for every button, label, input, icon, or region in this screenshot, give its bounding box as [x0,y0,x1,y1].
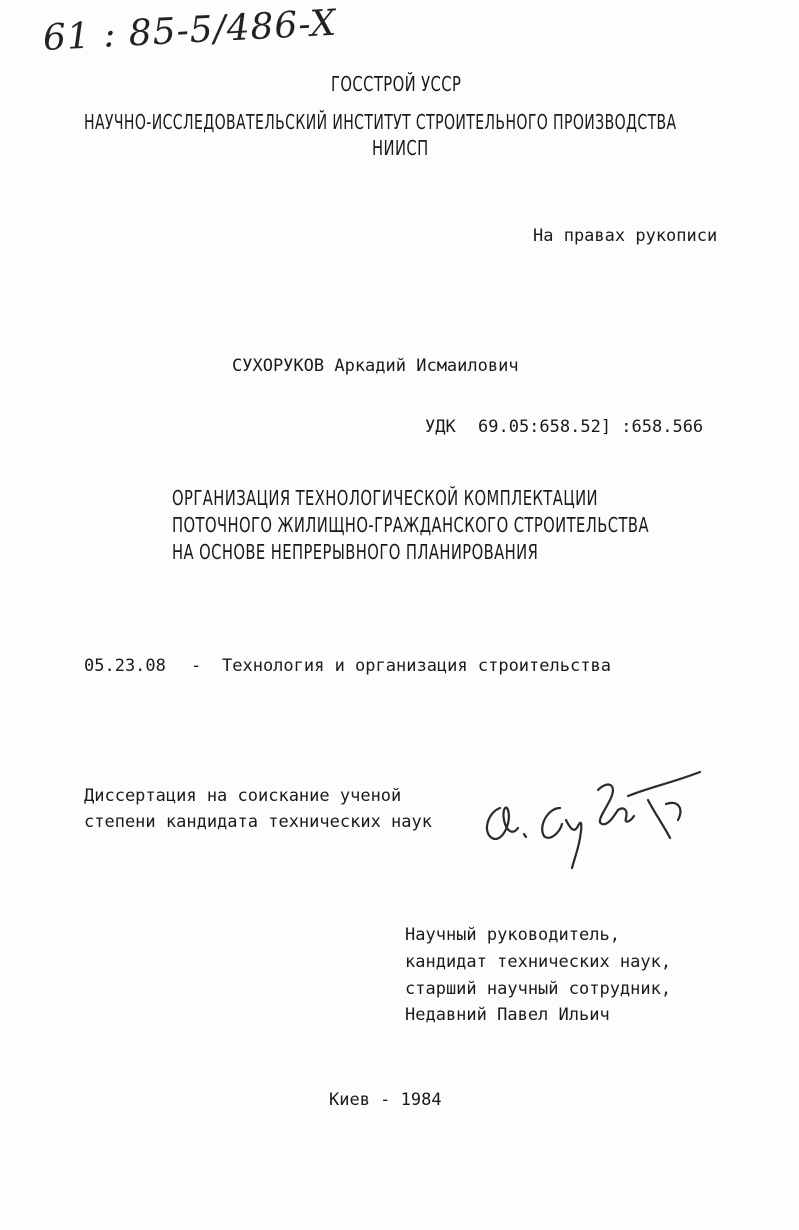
dissertation-line-1: Диссертация на соискание ученой [84,786,402,806]
author-name: СУХОРУКОВ Аркадий Исмаилович [232,356,519,376]
udk-code: 69.05:658.52] :658.566 [478,417,704,437]
title-line-2: ПОТОЧНОГО ЖИЛИЩНО-ГРАЖДАНСКОГО СТРОИТЕЛЬСТВА [172,513,649,537]
institute-abbr: НИИСП [372,136,429,160]
archive-number: 61 : 85-5/486-X [42,2,338,59]
supervisor-line-4: Недавний Павел Ильич [405,1005,610,1025]
specialty-name: Технология и организация строительства [222,656,611,676]
specialty-dash: - [191,656,202,676]
supervisor-line-3: старший научный сотрудник, [405,979,672,999]
author-signature [478,760,708,870]
udk-label: УДК [425,417,456,437]
org-name: ГОССТРОЙ УССР [331,72,462,96]
supervisor-line-1: Научный руководитель, [405,925,620,945]
dissertation-line-2: степени кандидата технических наук [84,812,432,832]
title-line-1: ОРГАНИЗАЦИЯ ТЕХНОЛОГИЧЕСКОЙ КОМПЛЕКТАЦИИ [172,486,598,510]
institute-name: НАУЧНО-ИССЛЕДОВАТЕЛЬСКИЙ ИНСТИТУТ СТРОИТЕЛЬНОГО ПРОИЗВОДСТВА [84,110,677,134]
title-line-3: НА ОСНОВЕ НЕПРЕРЫВНОГО ПЛАНИРОВАНИЯ [172,540,539,564]
place-year: Киев - 1984 [329,1090,442,1110]
supervisor-line-2: кандидат технических наук, [405,952,672,972]
specialty-code: 05.23.08 [84,656,166,676]
rights-note: На правах рукописи [533,226,718,246]
